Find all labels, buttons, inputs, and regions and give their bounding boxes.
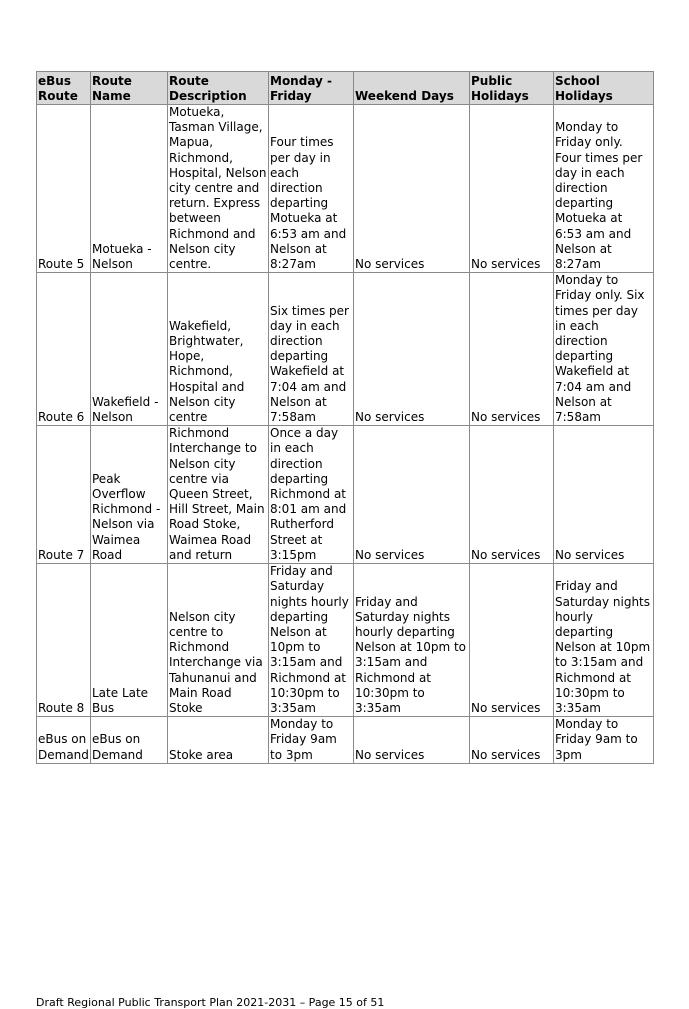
cell-school-holidays: Monday to Friday 9am to 3pm	[554, 717, 654, 764]
cell-route-name: Wakefield - Nelson	[91, 273, 168, 426]
cell-public-holidays: No services	[470, 105, 554, 273]
cell-weekday: Four times per day in each direction departing Motueka at 6:53 am and Nelson at 8:27am	[269, 105, 354, 273]
cell-route: eBus on Demand	[37, 717, 91, 764]
table-row	[37, 105, 654, 273]
cell-school-holidays: Friday and Saturday nights hourly departing Nelson at 10pm to 3:15am and Richmond at 10:30pm to 3:35am	[554, 564, 654, 717]
cell-public-holidays: No services	[470, 273, 554, 426]
cell-public-holidays: No services	[470, 564, 554, 717]
cell-weekday: Friday and Saturday nights hourly departing Nelson at 10pm to 3:15am and Richmond at 10:30pm to 3:35am	[269, 564, 354, 717]
table-row	[37, 564, 654, 717]
cell-school-holidays: Monday to Friday only. Six times per day in each direction departing Wakefield at 7:04 am and Nelson at 7:58am	[554, 273, 654, 426]
cell-weekday: Monday to Friday 9am to 3pm	[269, 717, 354, 764]
cell-weekend: No services	[354, 105, 470, 273]
col-header-school-holidays: School Holidays	[554, 72, 654, 105]
table-row	[37, 273, 654, 426]
cell-description: Stoke area	[168, 717, 269, 764]
cell-route: Route 6	[37, 273, 91, 426]
cell-weekend: No services	[354, 273, 470, 426]
cell-weekend: Friday and Saturday nights hourly departing Nelson at 10pm to 3:15am and Richmond at 10:30pm to 3:35am	[354, 564, 470, 717]
cell-description: Richmond Interchange to Nelson city centre via Queen Street, Hill Street, Main Road Stoke, Waimea Road and return	[168, 426, 269, 564]
col-header-route-name: Route Name	[91, 72, 168, 105]
cell-route-name: eBus on Demand	[91, 717, 168, 764]
col-header-route-description: Route Description	[168, 72, 269, 105]
cell-school-holidays: No services	[554, 426, 654, 564]
cell-weekend: No services	[354, 717, 470, 764]
cell-description: Wakefield, Brightwater, Hope, Richmond, Hospital and Nelson city centre	[168, 273, 269, 426]
table-row	[37, 717, 654, 764]
services-table	[36, 71, 654, 764]
col-header-ebus-route: eBus Route	[37, 72, 91, 105]
cell-route: Route 5	[37, 105, 91, 273]
cell-description: Motueka, Tasman Village, Mapua, Richmond, Hospital, Nelson city centre and return. Express between Richmond and Nelson city centre.	[168, 105, 269, 273]
cell-route-name: Motueka - Nelson	[91, 105, 168, 273]
cell-school-holidays: Monday to Friday only. Four times per day in each direction departing Motueka at 6:53 am and Nelson at 8:27am	[554, 105, 654, 273]
cell-description: Nelson city centre to Richmond Interchange via Tahunanui and Main Road Stoke	[168, 564, 269, 717]
cell-route-name: Late Late Bus	[91, 564, 168, 717]
col-header-monday-friday: Monday - Friday	[269, 72, 354, 105]
cell-weekend: No services	[354, 426, 470, 564]
table-row	[37, 426, 654, 564]
page-footer: Draft Regional Public Transport Plan 2021-2031 – Page 15 of 51	[36, 996, 385, 1009]
table-header-row	[37, 72, 654, 105]
cell-weekday: Six times per day in each direction departing Wakefield at 7:04 am and Nelson at 7:58am	[269, 273, 354, 426]
col-header-weekend-days: Weekend Days	[354, 72, 470, 105]
cell-public-holidays: No services	[470, 426, 554, 564]
cell-weekday: Once a day in each direction departing Richmond at 8:01 am and Rutherford Street at 3:15pm	[269, 426, 354, 564]
cell-route: Route 7	[37, 426, 91, 564]
cell-route: Route 8	[37, 564, 91, 717]
cell-public-holidays: No services	[470, 717, 554, 764]
cell-route-name: Peak Overflow Richmond - Nelson via Waimea Road	[91, 426, 168, 564]
col-header-public-holidays: Public Holidays	[470, 72, 554, 105]
